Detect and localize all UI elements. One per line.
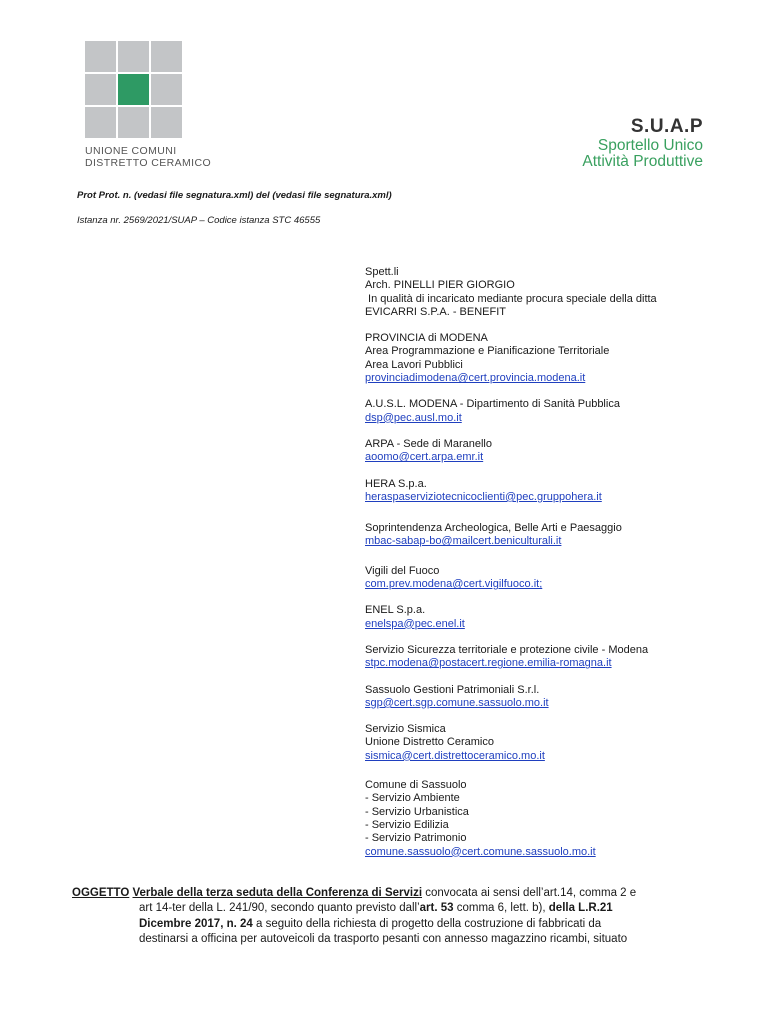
recipient-block bbox=[365, 266, 745, 319]
recipient-line: Comune di Sassuolo bbox=[365, 779, 467, 792]
email-link[interactable]: mbac-sabap-bo@mailcert.beniculturali.it bbox=[365, 535, 562, 548]
email-link[interactable]: comune.sassuolo@cert.comune.sassuolo.mo.it bbox=[365, 845, 596, 858]
subject-text: art 14-ter della L. 241/90, secondo quanto previsto dall’ bbox=[139, 902, 420, 915]
recipient-line: Arch. PINELLI PIER GIORGIO bbox=[365, 279, 515, 292]
istanza-line: Istanza nr. 2569/2021/SUAP – Codice istanza STC 46555 bbox=[77, 215, 321, 226]
subject-label: OGGETTO bbox=[72, 887, 130, 899]
logo-square bbox=[118, 107, 149, 138]
subject-text: convocata ai sensi dell’art.14, comma 2 e bbox=[422, 887, 637, 899]
recipient-block bbox=[365, 398, 745, 425]
recipient-block bbox=[365, 779, 745, 859]
subject-bold: della L.R.21 bbox=[548, 902, 613, 915]
email-link[interactable]: enelspa@pec.enel.it bbox=[365, 617, 465, 630]
subject-text: a seguito della richiesta di progetto della costruzione di fabbricati da bbox=[252, 917, 602, 930]
subject-text: comma 6, lett. b), bbox=[453, 902, 549, 915]
protocol-line: Prot Prot. n. (vedasi file segnatura.xml) del (vedasi file segnatura.xml) bbox=[77, 190, 392, 201]
recipient-line: Vigili del Fuoco bbox=[365, 564, 440, 577]
subject-text: destinarsi a officina per autoveicoli da trasporto pesanti con annesso magazzino ricambi, situato bbox=[139, 932, 628, 945]
recipient-line: Unione Distretto Ceramico bbox=[365, 736, 494, 749]
email-link[interactable]: dsp@pec.ausl.mo.it bbox=[365, 411, 462, 424]
recipient-line: Soprintendenza Archeologica, Belle Arti e Paesaggio bbox=[365, 522, 622, 535]
recipient-line: Sassuolo Gestioni Patrimoniali S.r.l. bbox=[365, 683, 540, 696]
recipient-line: PROVINCIA di MODENA bbox=[365, 332, 488, 345]
email-link[interactable]: sismica@cert.distrettoceramico.mo.it bbox=[365, 749, 545, 762]
recipient-line: Servizio Sismica bbox=[365, 723, 446, 736]
logo-square bbox=[151, 74, 182, 105]
recipient-line: - Servizio Patrimonio bbox=[365, 832, 467, 845]
recipient-block bbox=[365, 438, 745, 465]
email-link[interactable]: provinciadimodena@cert.provincia.modena.it bbox=[365, 372, 586, 385]
recipient-block bbox=[365, 565, 745, 592]
recipient-block bbox=[365, 644, 745, 671]
recipient-line: Servizio Sicurezza territoriale e protezione civile - Modena bbox=[365, 643, 649, 656]
recipient-line: In qualità di incaricato mediante procura speciale della ditta bbox=[365, 292, 657, 305]
subject-paragraph bbox=[72, 886, 712, 947]
logo-square bbox=[118, 41, 149, 72]
email-link[interactable]: stpc.modena@postacert.regione.emilia-romagna.it bbox=[365, 657, 612, 670]
recipient-line: - Servizio Ambiente bbox=[365, 792, 460, 805]
logo-line-1: UNIONE COMUNI bbox=[85, 145, 177, 157]
email-link[interactable]: sgp@cert.sgp.comune.sassuolo.mo.it bbox=[365, 696, 549, 709]
logo-square bbox=[85, 107, 116, 138]
recipients-list bbox=[365, 266, 745, 872]
recipient-block bbox=[365, 478, 745, 505]
recipient-line: ENEL S.p.a. bbox=[365, 604, 426, 617]
subject-line bbox=[72, 886, 712, 901]
recipient-line: EVICARRI S.P.A. - BENEFIT bbox=[365, 305, 506, 318]
logo-square bbox=[85, 74, 116, 105]
recipient-block bbox=[365, 723, 745, 763]
recipient-block bbox=[365, 522, 745, 549]
suap-title: S.U.A.P bbox=[630, 116, 703, 137]
recipient-line: - Servizio Edilizia bbox=[365, 818, 449, 831]
logo-line-2: DISTRETTO CERAMICO bbox=[85, 157, 212, 169]
recipient-line: ARPA - Sede di Maranello bbox=[365, 437, 492, 450]
recipient-line: Spett.li bbox=[365, 266, 399, 278]
logo-square bbox=[151, 107, 182, 138]
suap-header bbox=[582, 116, 703, 170]
subject-bold: art. 53 bbox=[419, 902, 454, 915]
recipient-block bbox=[365, 684, 745, 711]
subject-bold: Dicembre 2017, n. 24 bbox=[139, 917, 253, 930]
recipient-block bbox=[365, 332, 745, 385]
recipient-line: Area Lavori Pubblici bbox=[365, 358, 463, 371]
recipient-line: HERA S.p.a. bbox=[365, 477, 427, 490]
logo-square-green bbox=[118, 74, 149, 105]
subject-line bbox=[72, 917, 712, 932]
union-logo-grid bbox=[85, 41, 182, 138]
email-link[interactable]: aoomo@cert.arpa.emr.it bbox=[365, 451, 484, 464]
subject-line bbox=[72, 901, 712, 916]
email-link[interactable]: com.prev.modena@cert.vigilfuoco.it; bbox=[365, 578, 543, 591]
subject-title: Verbale della terza seduta della Conferenza di Servizi bbox=[132, 887, 423, 899]
recipient-line: A.U.S.L. MODENA - Dipartimento di Sanità Pubblica bbox=[365, 398, 620, 411]
union-logo-text bbox=[85, 145, 211, 169]
suap-line-1: Sportello Unico bbox=[597, 137, 703, 154]
recipient-line: - Servizio Urbanistica bbox=[365, 805, 469, 818]
logo-square bbox=[85, 41, 116, 72]
recipient-block bbox=[365, 604, 745, 631]
recipient-line: Area Programmazione e Pianificazione Territoriale bbox=[365, 345, 610, 358]
email-link[interactable]: heraspaserviziotecnicoclienti@pec.gruppohera.it bbox=[365, 490, 602, 503]
subject-line bbox=[72, 932, 712, 947]
suap-line-2: Attività Produttive bbox=[582, 153, 703, 170]
logo-square bbox=[151, 41, 182, 72]
